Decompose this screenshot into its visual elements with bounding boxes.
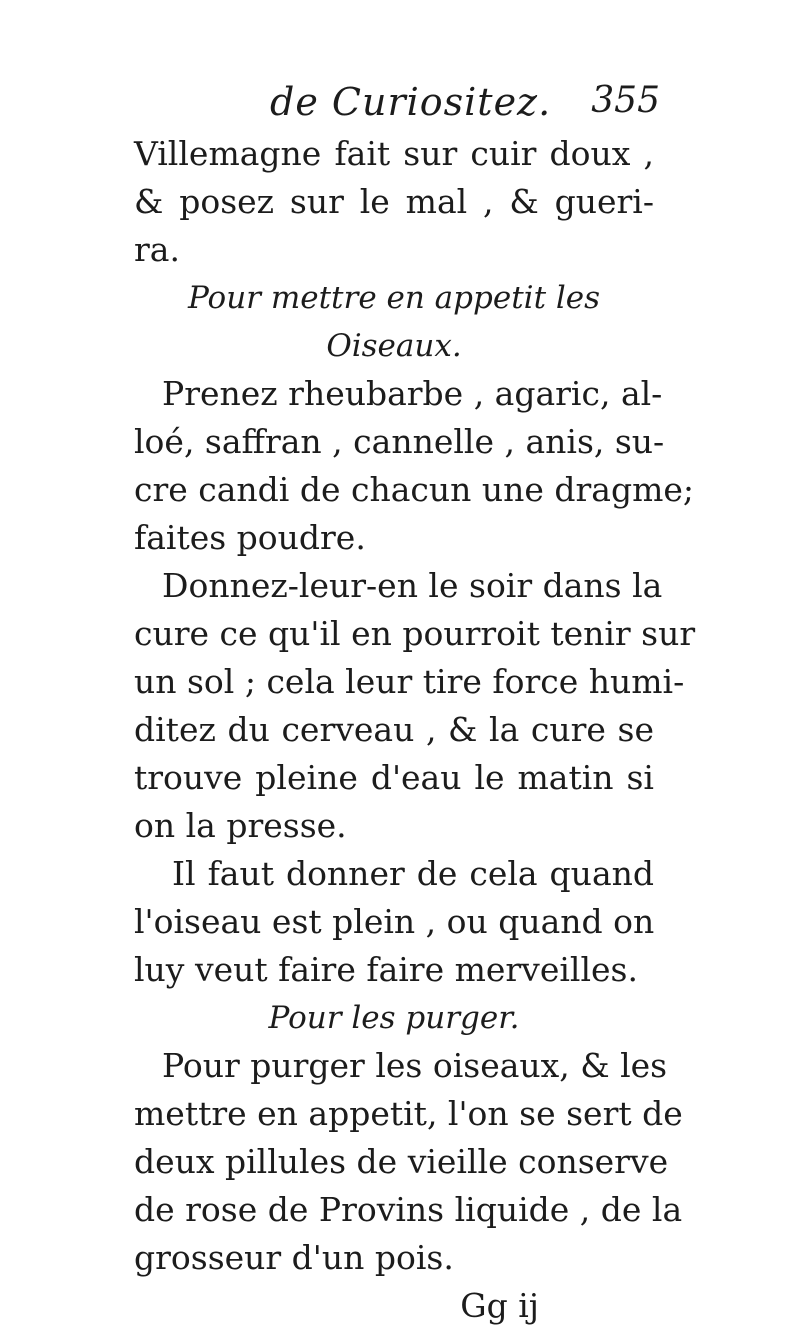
text-line: on la presse. — [134, 806, 347, 845]
text-line: faites poudre. — [134, 518, 366, 557]
text-line: Villemagne fait sur cuir doux , — [134, 134, 654, 173]
section-heading-line: Pour les purger. — [268, 1000, 520, 1036]
text-line: Prenez rheubarbe , agaric, al- — [162, 374, 663, 413]
text-line: Donnez-leur-en le soir dans la — [162, 566, 663, 605]
text-line: de rose de Provins liquide , de la — [134, 1190, 683, 1229]
running-head — [270, 80, 660, 130]
text-line: cure ce qu'il en pourroit tenir sur — [134, 614, 696, 653]
page-number: 355 — [591, 80, 660, 121]
body-text — [134, 130, 696, 1330]
text-line: un sol ; cela leur tire force humi- — [134, 662, 685, 701]
text-line: Pour purger les oiseaux, & les — [162, 1046, 668, 1085]
text-line: ditez du cerveau , & la cure se — [134, 710, 654, 749]
text-line: deux pillules de vieille conserve — [134, 1142, 669, 1181]
text-line: luy veut faire faire merveilles. — [134, 950, 638, 989]
text-line: loé, saffran , cannelle , anis, su- — [134, 422, 665, 461]
section-heading-line: Pour mettre en appetit les — [187, 280, 601, 316]
text-line: l'oiseau est plein , ou quand on — [134, 902, 655, 941]
text-line: cre candi de chacun une dragme; — [134, 470, 695, 509]
text-line: Il faut donner de cela quand — [172, 854, 654, 893]
section-heading-line: Oiseaux. — [326, 328, 462, 364]
text-line: trouve pleine d'eau le matin si — [134, 758, 654, 797]
text-line: grosseur d'un pois. — [134, 1238, 454, 1277]
text-line: ra. — [134, 230, 180, 269]
text-line: & posez sur le mal , & gueri- — [134, 182, 654, 221]
running-head-title: de Curiositez. — [270, 80, 552, 124]
signature-mark: Gg ij — [460, 1286, 539, 1325]
text-line: mettre en appetit, l'on se sert de — [134, 1094, 683, 1133]
